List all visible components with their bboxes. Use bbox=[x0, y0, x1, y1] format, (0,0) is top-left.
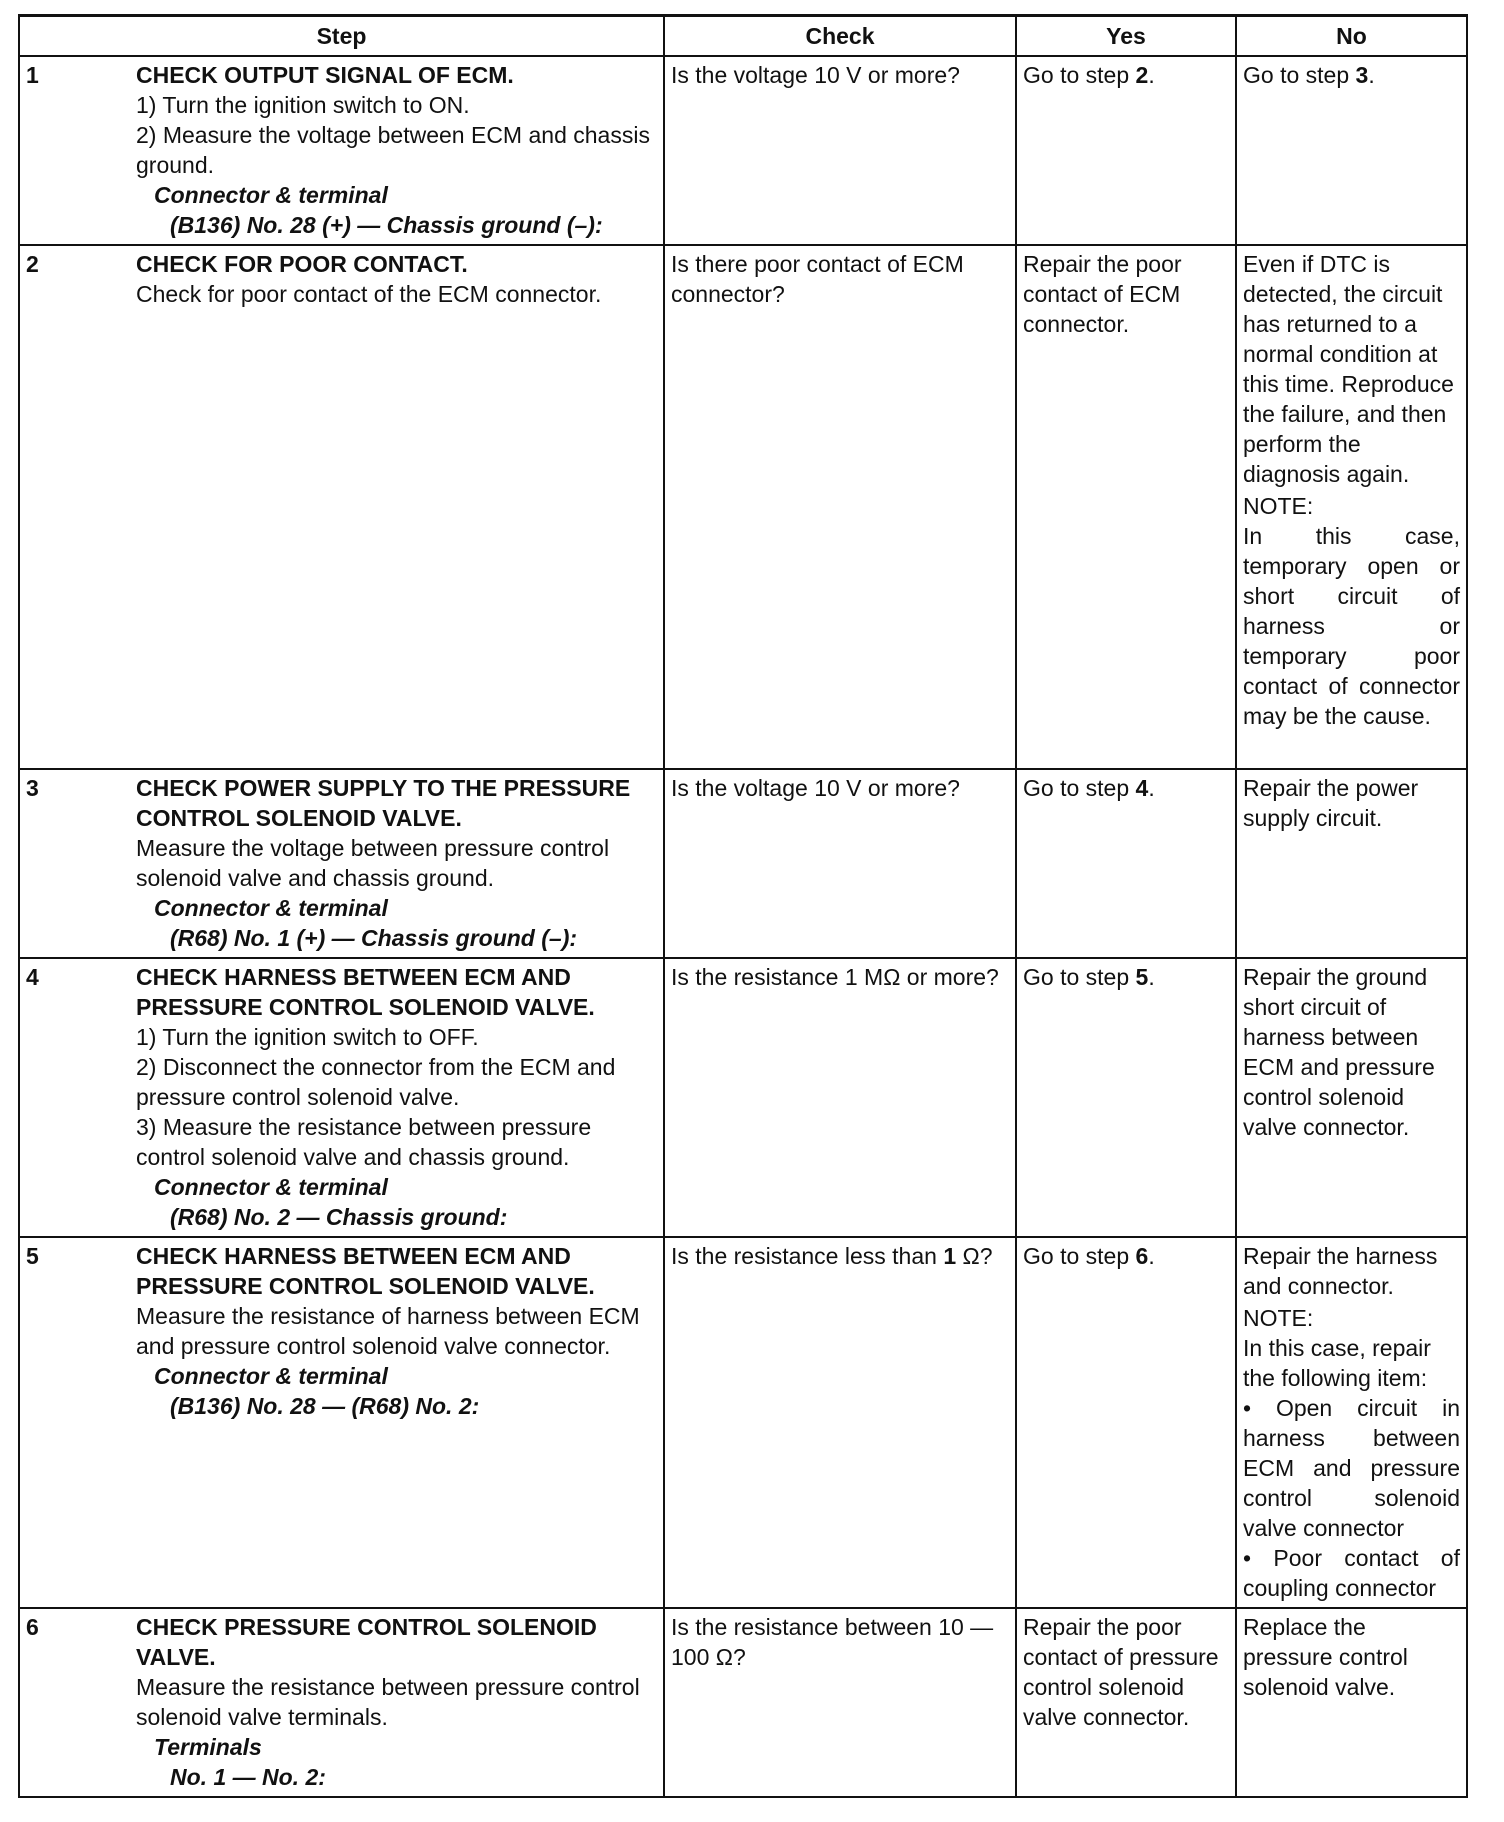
connector-value: (R68) No. 2 — Chassis ground: bbox=[170, 1204, 508, 1230]
step-cell bbox=[19, 1237, 664, 1608]
note-label: NOTE: bbox=[1243, 493, 1314, 519]
connector-label: Connector & terminal bbox=[154, 895, 388, 921]
no-step-link: 3 bbox=[1355, 62, 1369, 88]
no-text: Repair the harness and connector. bbox=[1243, 1243, 1438, 1299]
table-row bbox=[19, 1237, 1467, 1608]
step-title: CHECK HARNESS BETWEEN ECM AND PRESSURE CONTROL SOLENOID VALVE. bbox=[136, 1243, 595, 1299]
step-title: CHECK HARNESS BETWEEN ECM AND PRESSURE CONTROL SOLENOID VALVE. bbox=[136, 964, 595, 1020]
header-row bbox=[19, 16, 1467, 57]
connector-label: Terminals bbox=[154, 1734, 262, 1760]
step-cell bbox=[19, 1608, 664, 1797]
diagnostic-table bbox=[18, 14, 1468, 1798]
step-number: 5 bbox=[26, 1243, 39, 1269]
table-row bbox=[19, 769, 1467, 958]
yes-text: Go to step bbox=[1023, 775, 1136, 801]
yes-cell: Repair the poor contact of ECM connector. bbox=[1016, 245, 1236, 769]
check-cell: Is the voltage 10 V or more? bbox=[664, 56, 1016, 245]
yes-cell bbox=[1016, 1237, 1236, 1608]
yes-step-link: 4 bbox=[1135, 775, 1149, 801]
yes-text: Go to step bbox=[1023, 1243, 1136, 1269]
yes-cell: Repair the poor contact of pressure control solenoid valve connector. bbox=[1016, 1608, 1236, 1797]
no-cell: Replace the pressure control solenoid valve. bbox=[1236, 1608, 1467, 1797]
connector-value: (B136) No. 28 — (R68) No. 2: bbox=[170, 1393, 480, 1419]
yes-text: Go to step bbox=[1023, 964, 1136, 990]
check-cell bbox=[664, 1237, 1016, 1608]
check-cell: Is the voltage 10 V or more? bbox=[664, 769, 1016, 958]
check-suffix: Ω? bbox=[956, 1243, 993, 1269]
no-cell bbox=[1236, 1237, 1467, 1608]
connector-value: (R68) No. 1 (+) — Chassis ground (–): bbox=[170, 925, 578, 951]
step-instruction: 3) Measure the resistance between pressure control solenoid valve and chassis ground. bbox=[136, 1114, 592, 1170]
note-bullet: • Open circuit in harness between ECM and pressure control solenoid valve connector bbox=[1243, 1395, 1460, 1541]
no-text: Even if DTC is detected, the circuit has returned to a normal condition at this time. Reproduce the failure, and then perform the diagnosis again. bbox=[1243, 251, 1454, 487]
yes-suffix: . bbox=[1148, 964, 1155, 990]
check-cell: Is there poor contact of ECM connector? bbox=[664, 245, 1016, 769]
yes-cell bbox=[1016, 958, 1236, 1237]
step-cell bbox=[19, 56, 664, 245]
yes-suffix: . bbox=[1148, 62, 1155, 88]
table-row bbox=[19, 1608, 1467, 1797]
yes-step-link: 6 bbox=[1135, 1243, 1149, 1269]
connector-value: No. 1 — No. 2: bbox=[170, 1764, 326, 1790]
check-cell: Is the resistance between 10 — 100 Ω? bbox=[664, 1608, 1016, 1797]
yes-cell bbox=[1016, 769, 1236, 958]
step-instruction: Measure the voltage between pressure control solenoid valve and chassis ground. bbox=[136, 835, 610, 891]
note-bullet: • Poor contact of coupling connector bbox=[1243, 1545, 1460, 1601]
note-label: NOTE: bbox=[1243, 1305, 1314, 1331]
step-number: 6 bbox=[26, 1614, 39, 1640]
step-instruction: Measure the resistance of harness between ECM and pressure control solenoid valve connector. bbox=[136, 1303, 640, 1359]
no-cell bbox=[1236, 245, 1467, 769]
step-instruction: Check for poor contact of the ECM connector. bbox=[136, 281, 602, 307]
check-cell: Is the resistance 1 MΩ or more? bbox=[664, 958, 1016, 1237]
table-row bbox=[19, 56, 1467, 245]
step-number: 4 bbox=[26, 964, 39, 990]
header-no: No bbox=[1236, 16, 1467, 57]
step-instruction: 1) Turn the ignition switch to ON. bbox=[136, 92, 470, 118]
header-check: Check bbox=[664, 16, 1016, 57]
no-cell bbox=[1236, 56, 1467, 245]
step-title: CHECK POWER SUPPLY TO THE PRESSURE CONTROL SOLENOID VALVE. bbox=[136, 775, 631, 831]
yes-step-link: 5 bbox=[1135, 964, 1149, 990]
note-text: In this case, repair the following item: bbox=[1243, 1335, 1431, 1391]
connector-label: Connector & terminal bbox=[154, 1174, 388, 1200]
step-number: 1 bbox=[26, 62, 39, 88]
yes-step-link: 2 bbox=[1135, 62, 1149, 88]
connector-value: (B136) No. 28 (+) — Chassis ground (–): bbox=[170, 212, 603, 238]
no-text: Go to step bbox=[1243, 62, 1356, 88]
step-number: 3 bbox=[26, 775, 39, 801]
yes-suffix: . bbox=[1148, 1243, 1155, 1269]
note-text: In this case, temporary open or short circuit of harness or temporary poor contact of connector may be the cause. bbox=[1243, 523, 1460, 729]
check-value: 1 bbox=[943, 1243, 957, 1269]
step-instruction: Measure the resistance between pressure control solenoid valve terminals. bbox=[136, 1674, 640, 1730]
step-cell bbox=[19, 245, 664, 769]
step-title: CHECK OUTPUT SIGNAL OF ECM. bbox=[136, 62, 514, 88]
table-row bbox=[19, 245, 1467, 769]
check-text: Is the resistance less than bbox=[671, 1243, 944, 1269]
header-step: Step bbox=[19, 16, 664, 57]
step-instruction: 2) Disconnect the connector from the ECM and pressure control solenoid valve. bbox=[136, 1054, 616, 1110]
no-cell: Repair the ground short circuit of harness between ECM and pressure control solenoid valve connector. bbox=[1236, 958, 1467, 1237]
no-suffix: . bbox=[1368, 62, 1375, 88]
header-yes: Yes bbox=[1016, 16, 1236, 57]
connector-label: Connector & terminal bbox=[154, 182, 388, 208]
step-instruction: 2) Measure the voltage between ECM and chassis ground. bbox=[136, 122, 650, 178]
yes-suffix: . bbox=[1148, 775, 1155, 801]
step-cell bbox=[19, 769, 664, 958]
connector-label: Connector & terminal bbox=[154, 1363, 388, 1389]
step-title: CHECK FOR POOR CONTACT. bbox=[136, 251, 468, 277]
table-row bbox=[19, 958, 1467, 1237]
no-cell: Repair the power supply circuit. bbox=[1236, 769, 1467, 958]
step-instruction: 1) Turn the ignition switch to OFF. bbox=[136, 1024, 479, 1050]
yes-cell bbox=[1016, 56, 1236, 245]
step-cell bbox=[19, 958, 664, 1237]
step-title: CHECK PRESSURE CONTROL SOLENOID VALVE. bbox=[136, 1614, 597, 1670]
yes-text: Go to step bbox=[1023, 62, 1136, 88]
step-number: 2 bbox=[26, 251, 39, 277]
